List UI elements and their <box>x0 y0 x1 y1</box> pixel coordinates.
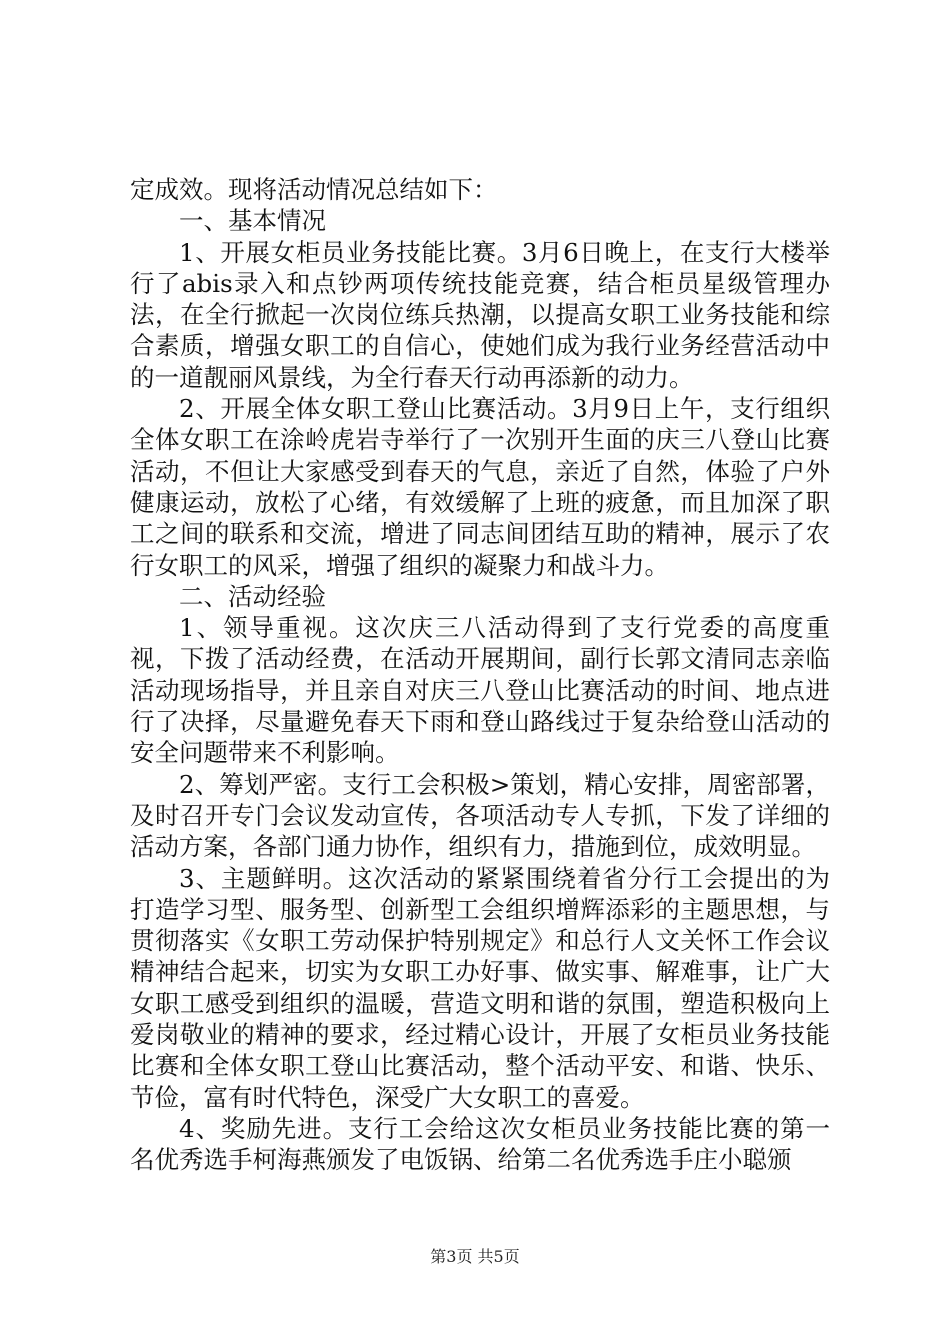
page-number: 第3页 共5页 <box>430 1247 520 1266</box>
section-heading-activity-experience: 二、活动经验 <box>179 581 326 611</box>
paragraph-careful-planning: 2、筹划严密。支行工会积极>策划，精心安排，周密部署，及时召开专门会议发动宣传，各项活动专人专抓，下发了详细的活动方案，各部门通力协作，组织有力，措施到位，成效明显。 <box>130 769 830 862</box>
paragraph-mountain-climbing: 2、开展全体女职工登山比赛活动。3月9日上午，支行组织全体女职工在涂岭虎岩寺举行了一次别开生面的庆三八登山比赛活动，不但让大家感受到春天的气息，亲近了自然，体验了户外健康运动，放松了心绪，有效缓解了上班的疲惫，而且加深了职工之间的联系和交流，增进了同志间团结互助的精神，展示了农行女职工的风采，增强了组织的凝聚力和战斗力。 <box>130 394 830 580</box>
paragraph-continuation: 定成效。现将活动情况总结如下： <box>130 175 498 204</box>
paragraph-leadership-attention: 1、领导重视。这次庆三八活动得到了支行党委的高度重视，下拨了活动经费，在活动开展期间，副行长郭文清同志亲临活动现场指导，并且亲自对庆三八登山比赛活动的时间、地点进行了决择，尽量避免春天下雨和登山路线过于复杂给登山活动的安全问题带来不利影响。 <box>130 613 830 768</box>
paragraph-rewarding-advanced: 4、奖励先进。支行工会给这次女柜员业务技能比赛的第一名优秀选手柯海燕颁发了电饭锅、给第二名优秀选手庄小聪颁 <box>130 1113 830 1175</box>
paragraph-clear-theme: 3、主题鲜明。这次活动的紧紧围绕着省分行工会提出的为打造学习型、服务型、创新型工会组织增辉添彩的主题思想，与贯彻落实《女职工劳动保护特别规定》和总行人文关怀工作会议精神结合起来，切实为女职工办好事、做实事、解难事，让广大女职工感受到组织的温暖，营造文明和谐的氛围，塑造积极向上爱岗敬业的精神的要求，经过精心设计，开展了女柜员业务技能比赛和全体女职工登山比赛活动，整个活动平安、和谐、快乐、节俭，富有时代特色，深受广大女职工的喜爱。 <box>130 863 830 1112</box>
paragraph-teller-skills-contest: 1、开展女柜员业务技能比赛。3月6日晚上，在支行大楼举行了abis录入和点钞两项传统技能竞赛，结合柜员星级管理办法，在全行掀起一次岗位练兵热潮，以提高女职工业务技能和综合素质，增强女职工的自信心，使她们成为我行业务经营活动中的一道靓丽风景线，为全行春天行动再添新的动力。 <box>130 237 830 392</box>
section-heading-basic-situation: 一、基本情况 <box>179 206 326 236</box>
document-body <box>130 174 830 1176</box>
